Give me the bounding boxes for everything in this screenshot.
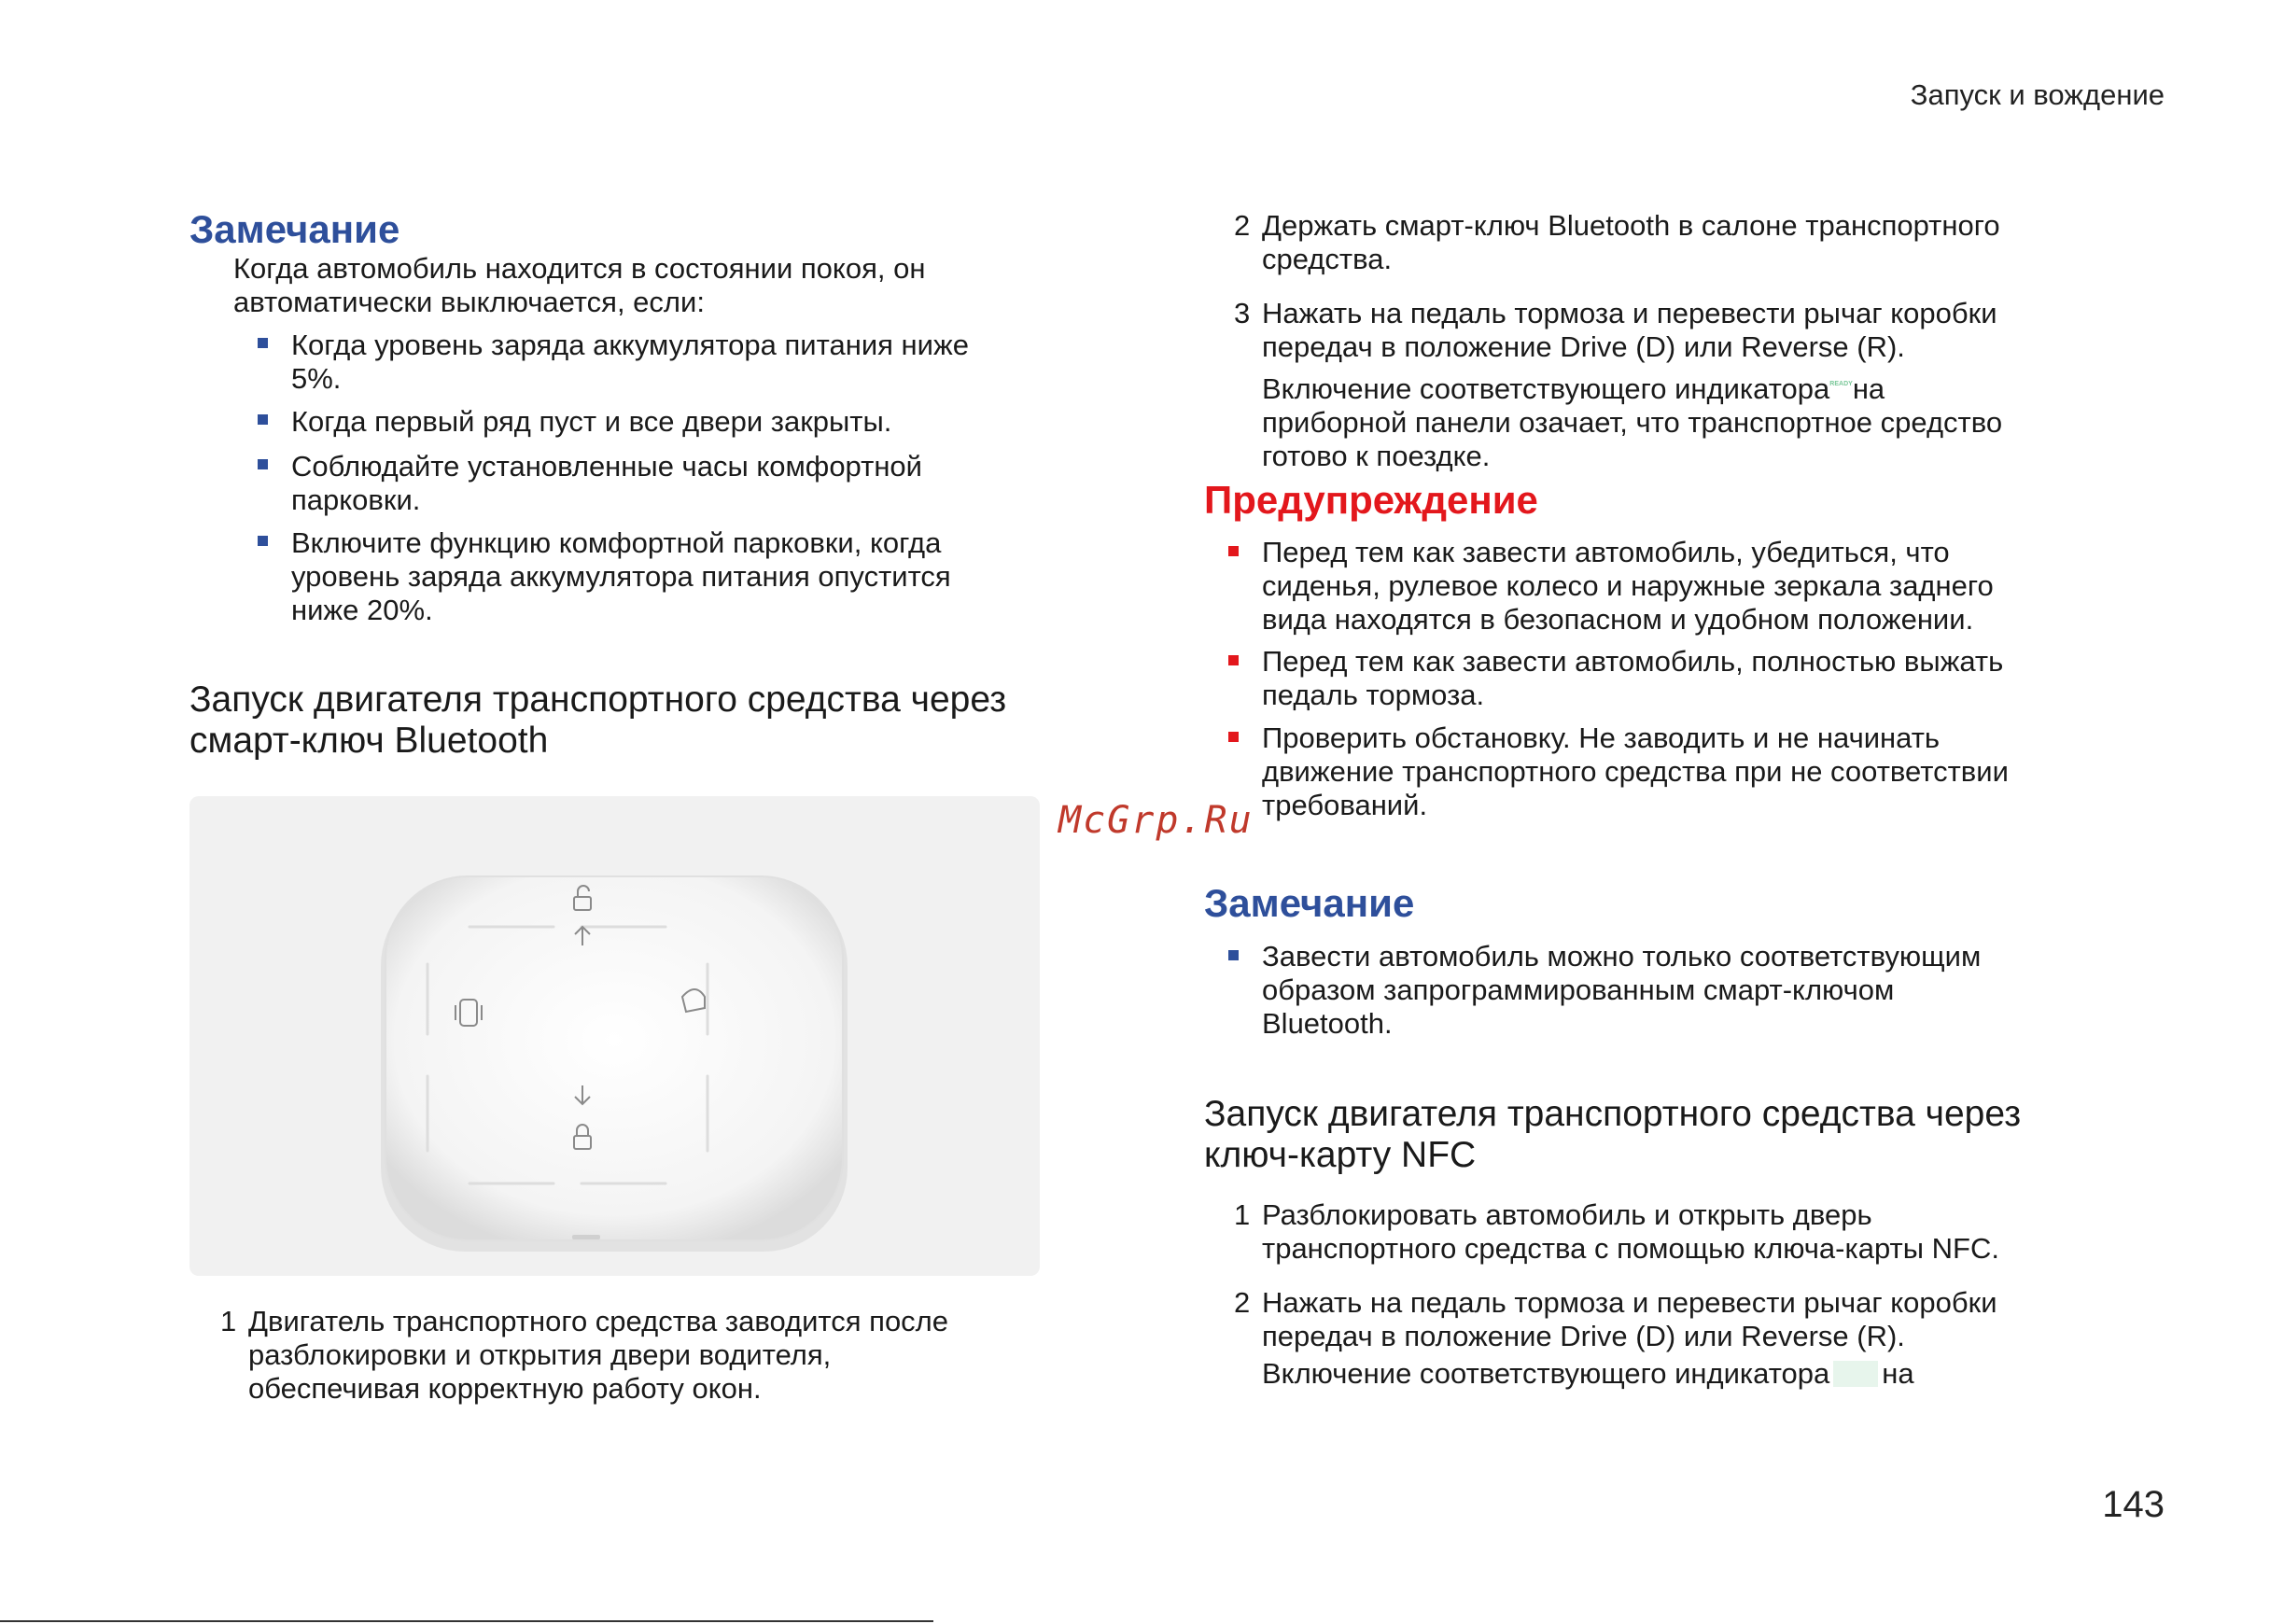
step-number: 3	[1234, 297, 1251, 329]
text-line: Когда уровень заряда аккумулятора питания ниже	[291, 329, 969, 361]
smart-key-illustration	[189, 796, 1040, 1276]
text-span: Включение соответствующего индикатора	[1262, 372, 1830, 405]
text-line: движение транспортного средства при не соответствии	[1262, 755, 2009, 788]
warning-item	[1262, 645, 2003, 712]
step-number: 2	[1234, 209, 1251, 242]
text-line	[1262, 1357, 1914, 1391]
title-line: Запуск двигателя транспортного средства через	[189, 679, 1007, 720]
text-line	[1262, 368, 2002, 406]
text-line: Завести автомобиль можно только соответствующим	[1262, 940, 1982, 973]
title-line: ключ-карту NFC	[1204, 1135, 1477, 1175]
bullet-icon	[258, 338, 268, 348]
text-line: Разблокировать автомобиль и открыть дверь	[1262, 1198, 1872, 1231]
title-line: Запуск двигателя транспортного средства через	[1204, 1094, 2022, 1134]
warning-title: Предупреждение	[1204, 478, 1538, 522]
right-note-title: Замечание	[1204, 881, 1415, 925]
step-number: 1	[1234, 1198, 1251, 1231]
text-line: Нажать на педаль тормоза и перевести рычаг коробки	[1262, 1286, 1997, 1319]
text-line: передач в положение Drive (D) или Reverse (R).	[1262, 330, 1905, 363]
title-line: смарт-ключ Bluetooth	[189, 721, 549, 761]
text-line: вида находятся в безопасном и удобном положении.	[1262, 603, 1974, 636]
text-line: Когда первый ряд пуст и все двери закрыты.	[291, 405, 892, 438]
text-line: Bluetooth.	[1262, 1007, 1393, 1040]
text-line: Проверить обстановку. Не заводить и не начинать	[1262, 721, 1941, 754]
bullet-icon	[1228, 655, 1239, 665]
warning-item	[1262, 721, 2009, 822]
text-span: на	[1852, 372, 1885, 405]
bullet-icon	[1228, 950, 1239, 960]
right-step-text	[1262, 209, 2000, 276]
text-line: транспортного средства с помощью ключа-карты NFC.	[1262, 1232, 1999, 1265]
right-note-item	[1262, 940, 1981, 1041]
bullet-icon	[258, 414, 268, 425]
ready-indicator-icon	[1833, 1361, 1878, 1387]
bullet-icon	[1228, 732, 1239, 742]
text-line: передач в положение Drive (D) или Reverse (R).	[1262, 1320, 1905, 1352]
warning-item	[1262, 536, 1994, 637]
text-line: Двигатель транспортного средства заводится после	[248, 1305, 949, 1337]
step-number: 1	[220, 1305, 237, 1337]
page-number: 143	[2102, 1484, 2165, 1525]
text-line: Держать смарт-ключ Bluetooth в салоне транспортного	[1262, 209, 2000, 242]
bullet-icon	[1228, 546, 1239, 556]
text-line: приборной панели озачает, что транспортное средство	[1262, 406, 2003, 439]
text-line: сиденья, рулевое колесо и наружные зеркала заднего	[1262, 569, 1994, 602]
text-line: автоматически выключается, если:	[233, 286, 705, 318]
running-header: Запуск и вождение	[1910, 78, 2165, 111]
key-fob-body	[385, 876, 843, 1240]
text-line: педаль тормоза.	[1262, 679, 1485, 711]
ready-indicator-icon: READY	[1829, 381, 1853, 387]
watermark: McGrp.Ru	[1058, 799, 1254, 842]
right-step-text	[1262, 297, 1997, 364]
text-line: требований.	[1262, 789, 1428, 821]
nfc-step-text	[1262, 1286, 1997, 1353]
text-line: Перед тем как завести автомобиль, убедиться, что	[1262, 536, 1950, 568]
text-line: Соблюдайте установленные часы комфортной	[291, 450, 922, 483]
text-span: на	[1882, 1357, 1914, 1390]
indicator-note-2	[1262, 1357, 1914, 1391]
text-line: уровень заряда аккумулятора питания опустится	[291, 560, 951, 593]
nfc-step-text	[1262, 1198, 1999, 1266]
text-line: Включите функцию комфортной парковки, когда	[291, 526, 942, 559]
text-line: готово к поездке.	[1262, 440, 1491, 472]
right-section-title	[1204, 1094, 2021, 1176]
step-number: 2	[1234, 1286, 1251, 1319]
text-line: Перед тем как завести автомобиль, полностью выжать	[1262, 645, 2004, 678]
text-line: Когда автомобиль находится в состоянии покоя, он	[233, 252, 926, 285]
left-section-title	[189, 679, 1006, 762]
left-note-item	[291, 526, 951, 627]
text-line: обеспечивая корректную работу окон.	[248, 1372, 762, 1405]
left-note-title: Замечание	[189, 207, 400, 251]
text-span: Включение соответствующего индикатора	[1262, 1357, 1830, 1390]
bottom-rule	[0, 1620, 933, 1622]
text-line: Нажать на педаль тормоза и перевести рычаг коробки	[1262, 297, 1997, 329]
text-line: средства.	[1262, 243, 1393, 275]
indicator-note	[1262, 368, 2002, 473]
smart-key-photo	[189, 796, 1040, 1276]
text-line: парковки.	[291, 483, 421, 516]
text-line: разблокировки и открытия двери водителя,	[248, 1338, 832, 1371]
left-note-item	[291, 450, 922, 517]
text-line: образом запрограммированным смарт-ключом	[1262, 973, 1895, 1006]
left-note-item	[291, 329, 969, 396]
left-step-text	[248, 1305, 948, 1406]
bullet-icon	[258, 459, 268, 469]
left-note-intro	[233, 252, 925, 319]
bullet-icon	[258, 536, 268, 546]
text-line: ниже 20%.	[291, 594, 433, 626]
left-note-item	[291, 405, 891, 439]
text-line: 5%.	[291, 362, 342, 395]
